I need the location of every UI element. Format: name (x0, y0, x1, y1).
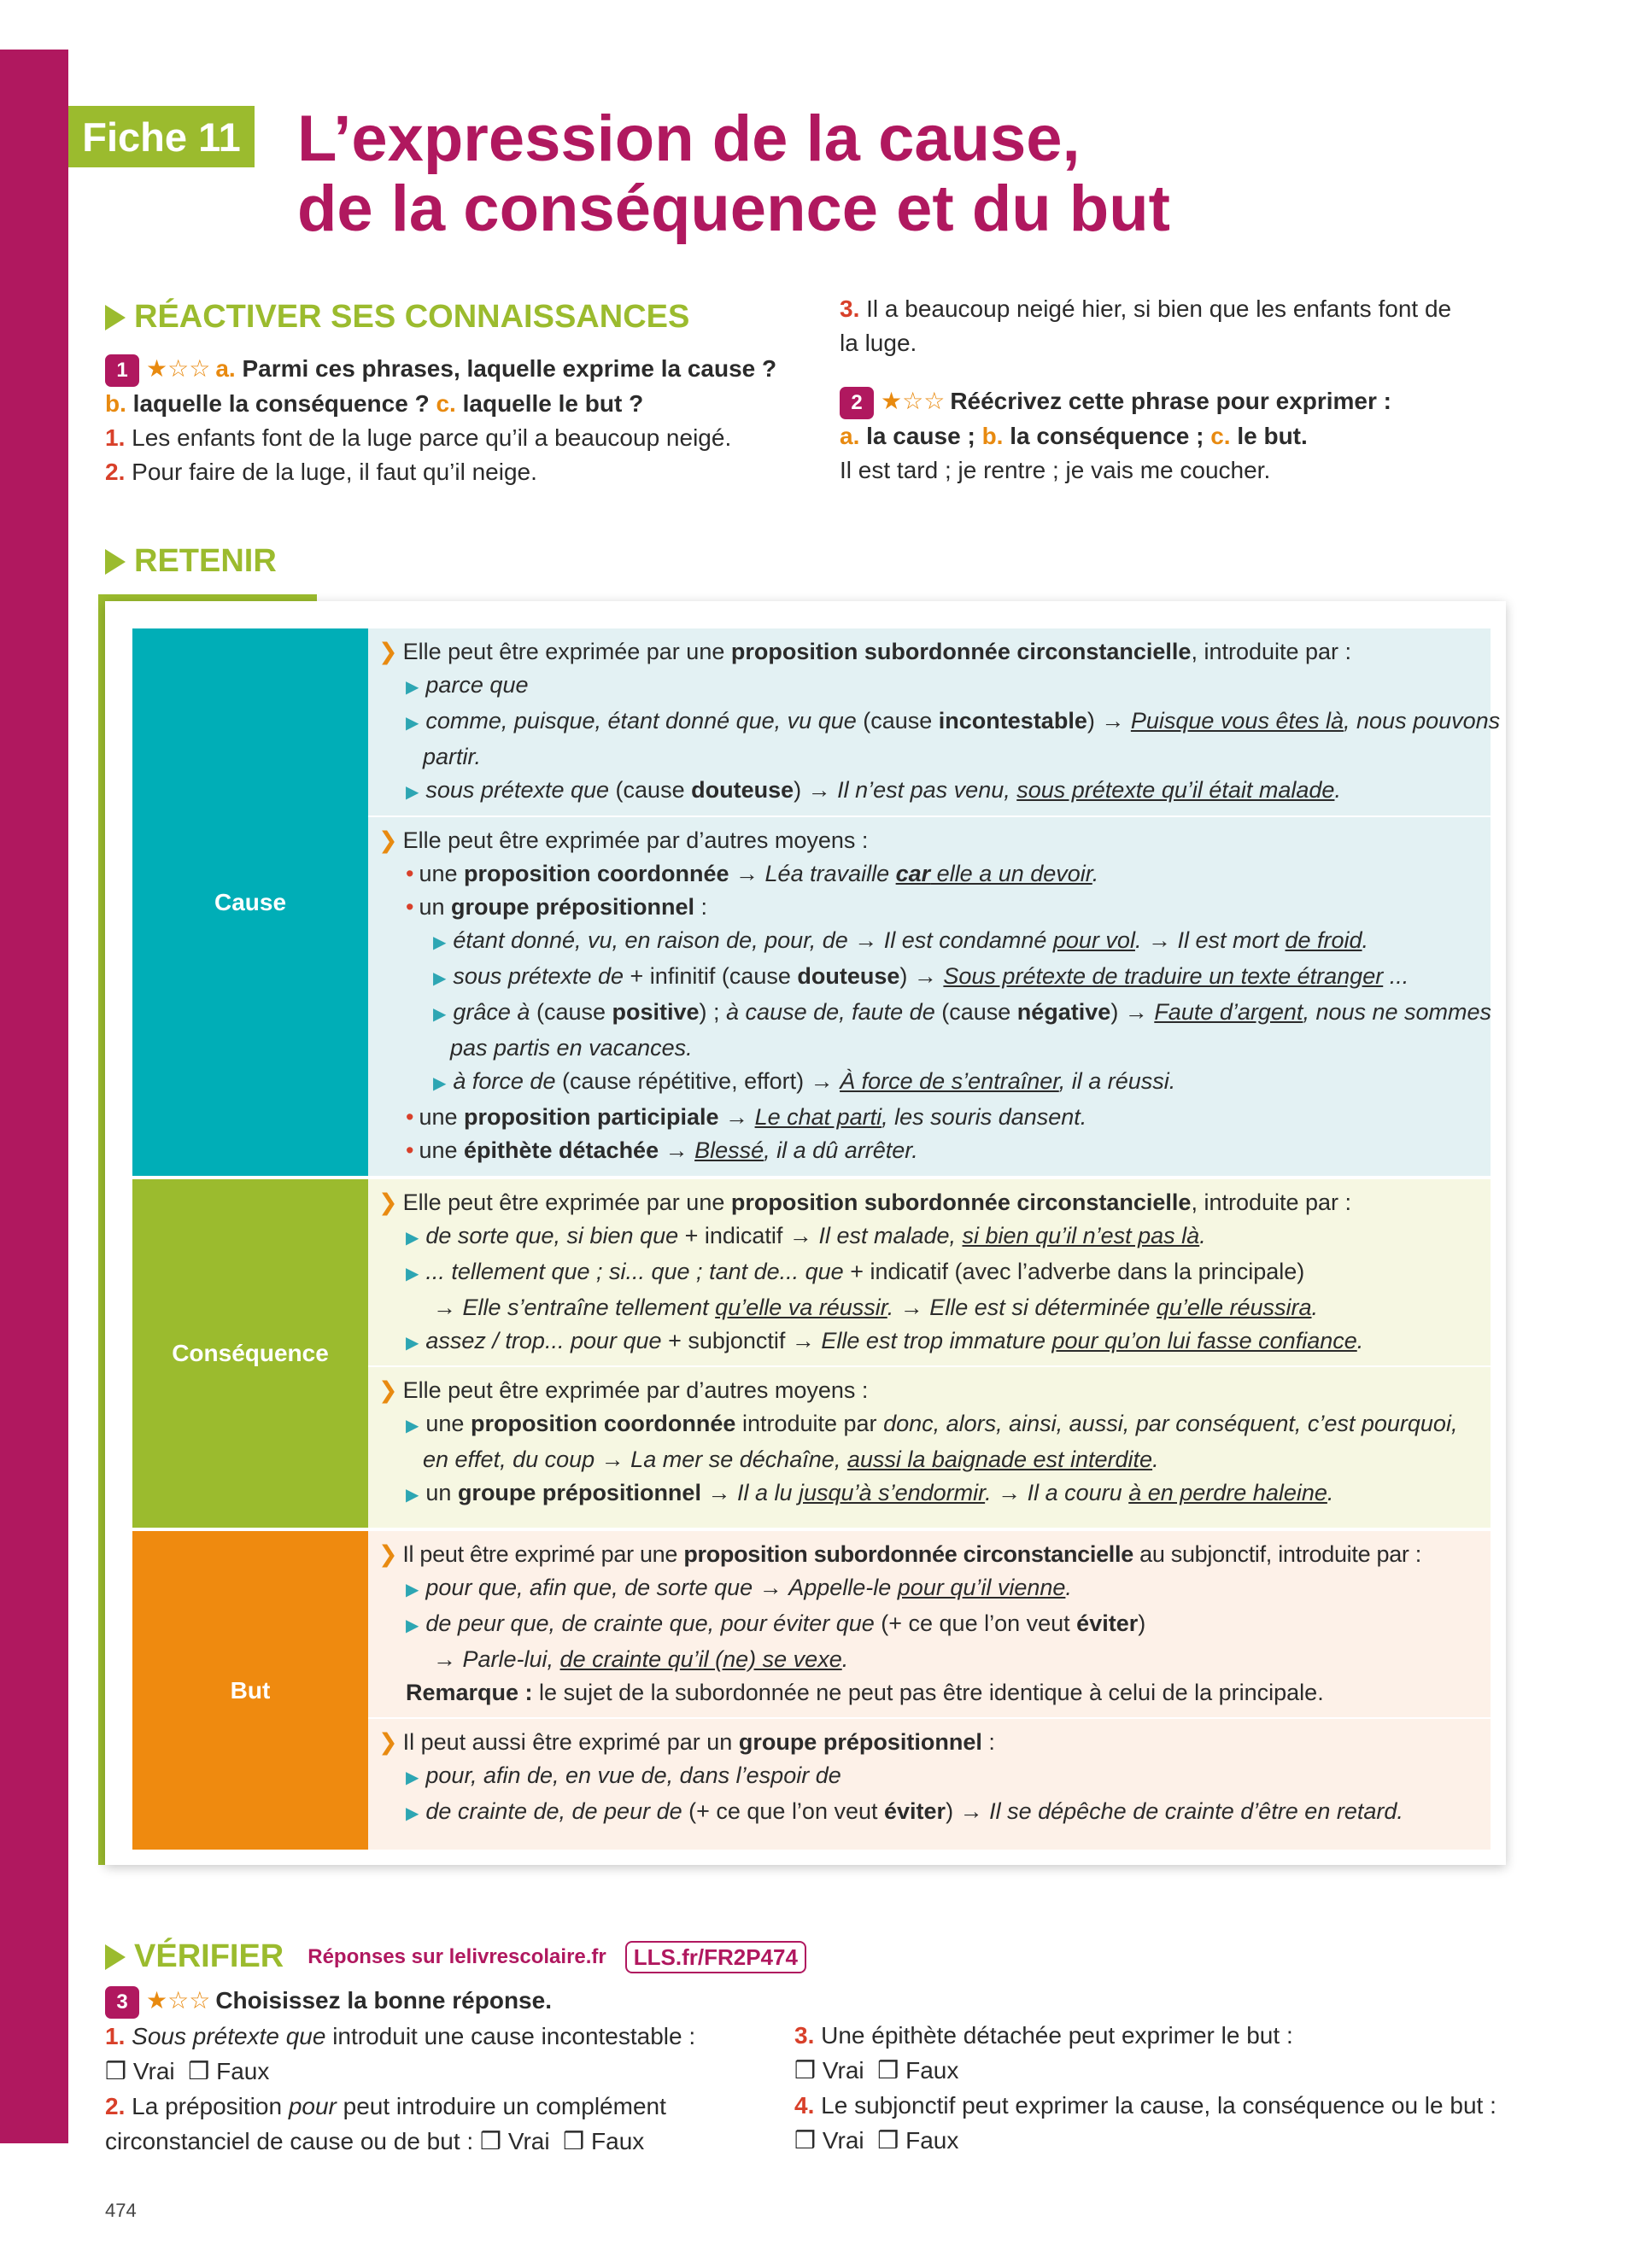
arrow-icon: ▶ (433, 969, 447, 988)
list-item: 3. Il a beaucoup neigé hier, si bien que les enfants font de (840, 295, 1452, 322)
arrow-icon: ▶ (406, 1616, 419, 1635)
exercise-1-continued: 3. Il a beaucoup neigé hier, si bien que les enfants font de la luge. (840, 292, 1540, 360)
bullet-icon: • (406, 861, 414, 886)
faux-checkbox[interactable]: ❒ Faux (188, 2057, 270, 2084)
triangle-icon (105, 305, 126, 330)
faux-checkbox[interactable]: ❒ Faux (563, 2127, 645, 2154)
arrow-icon: ▶ (433, 1005, 447, 1024)
answers-link[interactable]: Réponses sur lelivrescolaire.fr (308, 1944, 606, 1968)
verifier-heading: VÉRIFIER Réponses sur lelivrescolaire.fr LLS.fr/FR2P474 (105, 1938, 806, 1975)
arrow-icon: ▶ (406, 1265, 419, 1283)
bullet-icon: • (406, 894, 414, 920)
exercise-number: 2 (840, 387, 874, 419)
triangle-icon (105, 1944, 126, 1970)
consequence-content: ❯ Elle peut être exprimée par une proposition subordonnée circonstancielle, introduite par : ▶ de sorte que, si bien que + indicatif → Il est malade, si bien qu’il n’est pas là. ▶ ... tellement que ; si... que ; tant de... que + indicatif (avec l’adverbe dans la principale) → Elle s’entraîne tellement qu’elle va réussir. → Elle est si déterminée qu’elle réussira. ▶ assez / trop... pour que + subjonctif → Elle est trop immature pour qu’on lui fasse confiance. ❯ Elle peut être exprimée par d’autres moyens : ▶ une proposition coordonnée introduite par donc, alors, ainsi, aussi, par conséquent, c’est pourquoi, en effet, du coup → La mer se déchaîne, aussi la baignade est interdite. ▶ un groupe prépositionnel → Il a lu jusqu’à s’endormir. → Il a couru à en perdre haleine. (368, 1179, 1491, 1528)
arrow-icon: ▶ (433, 1074, 447, 1093)
exercise-3-right: 3. Une épithète détachée peut exprimer le but : ❒ Vrai ❒ Faux 4. Le subjonctif peut exprimer la cause, la conséquence ou le but : ❒ Vrai ❒ Faux (794, 2022, 1496, 2154)
retenir-rule (98, 594, 317, 601)
difficulty-stars-icon: ★☆☆ (146, 1987, 211, 2014)
page-title (297, 104, 1578, 244)
lls-code-link[interactable]: LLS.fr/FR2P474 (625, 1941, 806, 1973)
title-line-2: de la conséquence et du but (297, 172, 1170, 245)
arrow-icon: ▶ (406, 1486, 419, 1505)
arrow-icon: ▶ (406, 714, 419, 733)
exercise-2: 2 ★☆☆ Réécrivez cette phrase pour exprimer : a. la cause ; b. la conséquence ; c. le but. Il est tard ; je rentre ; je vais me coucher. (840, 388, 1391, 483)
arrow-icon: ▶ (406, 1334, 419, 1353)
cause-label: Cause (132, 628, 368, 1176)
consequence-label: Conséquence (132, 1179, 368, 1528)
retenir-heading: RETENIR (105, 543, 277, 580)
but-label: But (132, 1531, 368, 1850)
arrow-icon: ▶ (406, 783, 419, 802)
list-item: 2. Pour faire de la luge, il faut qu’il neige. (105, 458, 537, 485)
retenir-left-rule (98, 594, 105, 1865)
arrow-icon: ▶ (406, 1229, 419, 1248)
chevron-icon: ❯ (378, 639, 398, 664)
chevron-icon: ❯ (378, 1377, 398, 1403)
arrow-icon: ▶ (406, 1581, 419, 1599)
chevron-icon: ❯ (378, 1729, 398, 1755)
arrow-icon: ▶ (406, 1804, 419, 1823)
vrai-checkbox[interactable]: ❒ Vrai (794, 2057, 864, 2084)
bullet-icon: • (406, 1137, 414, 1163)
chevron-icon: ❯ (378, 1541, 398, 1567)
fiche-badge: Fiche 11 (68, 106, 255, 167)
arrow-icon: ▶ (406, 1768, 419, 1787)
exercise-1: 1 ★☆☆ a. Parmi ces phrases, laquelle exprime la cause ? b. laquelle la conséquence ? c. laquelle le but ? 1. Les enfants font de la luge parce qu’il a beaucoup neigé. 2. Pour faire de la luge, il faut qu’il neige. (105, 352, 840, 489)
exercise-number: 1 (105, 354, 139, 387)
vrai-checkbox[interactable]: ❒ Vrai (794, 2127, 864, 2154)
difficulty-stars-icon: ★☆☆ (146, 355, 211, 382)
arrow-icon: ▶ (406, 1417, 419, 1435)
arrow-icon: ▶ (433, 933, 447, 952)
chevron-icon: ❯ (378, 1190, 398, 1215)
vrai-checkbox[interactable]: ❒ Vrai (105, 2057, 175, 2084)
arrow-icon: ▶ (406, 678, 419, 697)
bullet-icon: • (406, 1104, 414, 1130)
cause-content: ❯ Elle peut être exprimée par une proposition subordonnée circonstancielle, introduite par : ▶ parce que ▶ comme, puisque, étant donné que, vu que (cause incontestable) → Puisque vous êtes là, nous pouvons partir. ▶ sous prétexte que (cause douteuse) → Il n’est pas venu, sous prétexte qu’il était malade. ❯ Elle peut être exprimée par d’autres moyens : • une proposition coordonnée → Léa travaille car elle a un devoir. • un groupe prépositionnel : ▶ étant donné, vu, en raison de, pour, de → Il est condamné pour vol. → Il est mort de froid. ▶ sous prétexte de + infinitif (cause douteuse) → Sous prétexte de traduire un texte étranger ... ▶ grâce à (cause positive) ; à cause de, faute de (cause négative) → Faute d’argent, nous ne sommes pas partis en vacances. ▶ à force de (cause répétitive, effort) → À force de s’entraîner, il a réussi. • une proposition participiale → Le chat parti, les souris dansent. • une épithète détachée → Blessé, il a dû arrêter. (368, 628, 1491, 1176)
title-line-1: L’expression de la cause, (297, 102, 1081, 175)
exercise-3-left: 3 ★☆☆ Choisissez la bonne réponse. 1. Sous prétexte que introduit une cause incontestable : ❒ Vrai ❒ Faux 2. La préposition pour peut introduire un complément circonstanciel de cause ou de but : ❒ Vrai ❒ Faux (105, 1987, 696, 2154)
page-number: 474 (105, 2200, 137, 2221)
triangle-icon (105, 549, 126, 575)
list-item: 1. Les enfants font de la luge parce qu’il a beaucoup neigé. (105, 424, 732, 451)
vrai-checkbox[interactable]: ❒ Vrai (479, 2127, 550, 2154)
difficulty-stars-icon: ★☆☆ (881, 388, 946, 414)
faux-checkbox[interactable]: ❒ Faux (877, 2057, 959, 2084)
exercise-number: 3 (105, 1986, 139, 2019)
reactiver-heading: RÉACTIVER SES CONNAISSANCES (105, 299, 689, 336)
faux-checkbox[interactable]: ❒ Faux (877, 2127, 959, 2154)
but-content: ❯ Il peut être exprimé par une proposition subordonnée circonstancielle au subjonctif, introduite par : ▶ pour que, afin que, de sorte que → Appelle-le pour qu’il vienne. ▶ de peur que, de crainte que, pour éviter que (+ ce que l’on veut éviter) → Parle-lui, de crainte qu’il (ne) se vexe. Remarque : le sujet de la subordonnée ne peut pas être identique à celui de la principale. ❯ Il peut aussi être exprimé par un groupe prépositionnel : ▶ pour, afin de, en vue de, dans l’espoir de ▶ de crainte de, de peur de (+ ce que l’on veut éviter) → Il se dépêche de crainte d’être en retard. (368, 1531, 1491, 1850)
left-margin-bar (0, 50, 68, 2143)
chevron-icon: ❯ (378, 827, 398, 853)
